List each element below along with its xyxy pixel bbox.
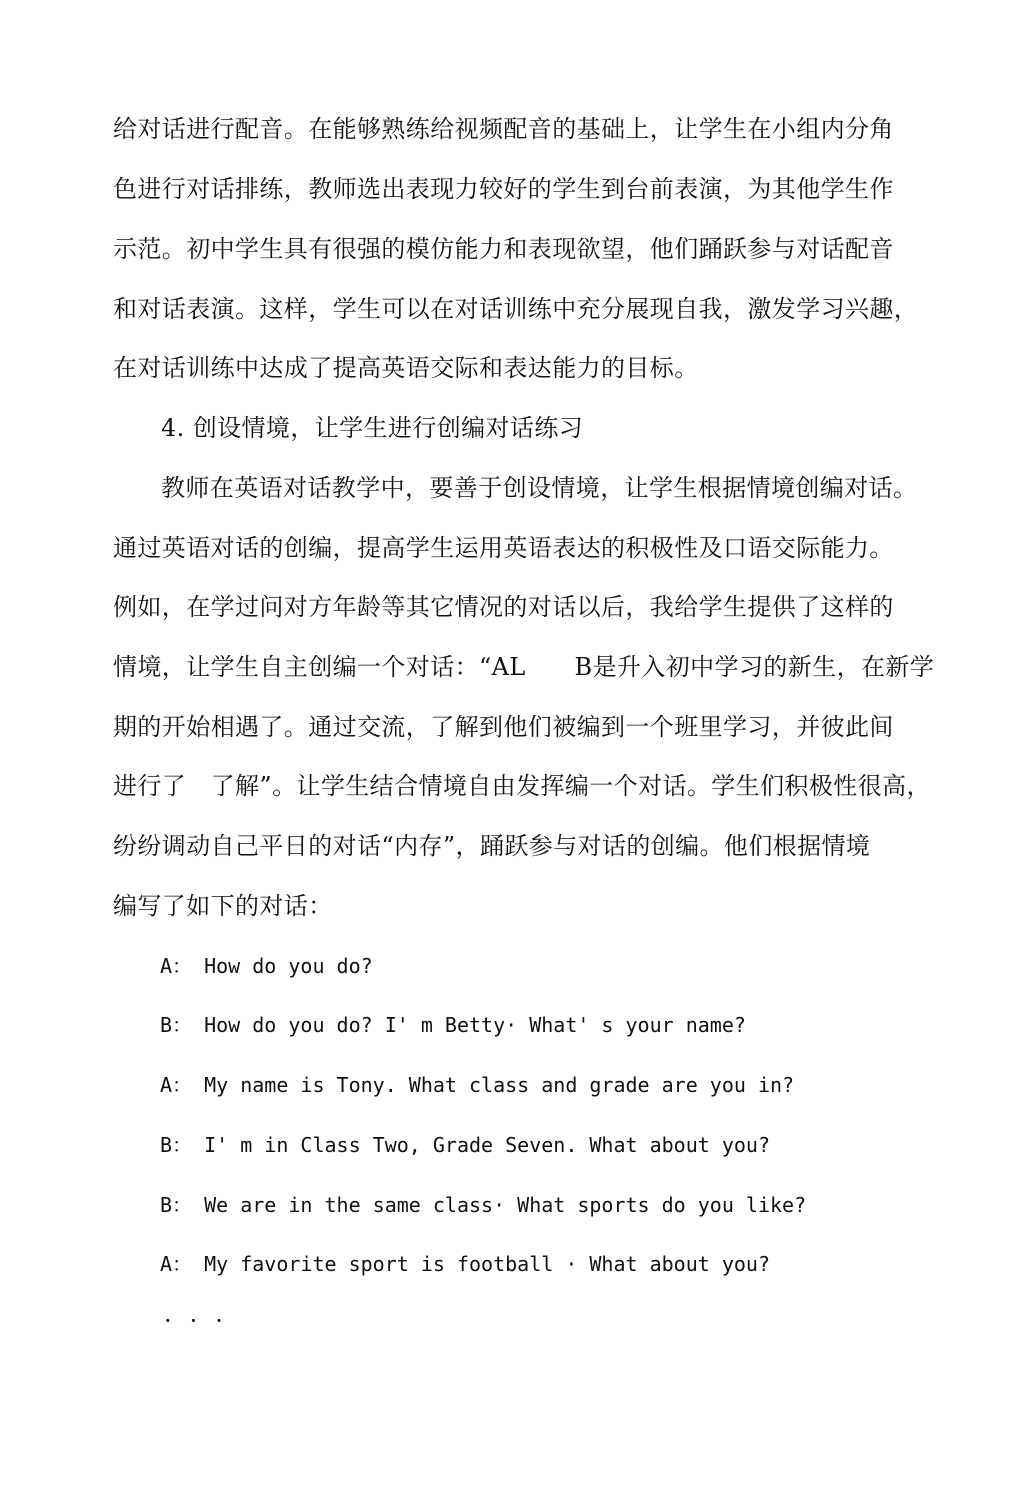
paragraph-line: 进行了 了解”。让学生结合情境自由发挥编一个对话。学生们积极性很高， xyxy=(113,772,931,800)
paragraph-line: 教师在英语对话教学中，要善于创设情境，让学生根据情境创编对话。 xyxy=(161,474,918,502)
paragraph-line: 期的开始相遇了。通过交流，了解到他们被编到一个班里学习，并彼此间 xyxy=(113,713,894,741)
dialogue-line: B： I' m in Class Two, Grade Seven. What about you? xyxy=(160,1133,771,1157)
dialogue-line: A： My name is Tony. What class and grade are you in? xyxy=(160,1073,795,1097)
paragraph-line: 通过英语对话的创编，提高学生运用英语表达的积极性及口语交际能力。 xyxy=(113,534,894,562)
section-heading: 4. 创设情境，让学生进行创编对话练习 xyxy=(161,414,584,442)
paragraph-line: 示范。初中学生具有很强的模仿能力和表现欲望，他们踊跃参与对话配音 xyxy=(113,235,894,263)
paragraph-line: 和对话表演。这样，学生可以在对话训练中充分展现自我，激发学习兴趣， xyxy=(113,295,919,323)
paragraph-line: 色进行对话排练，教师选出表现力较好的学生到台前表演，为其他学生作 xyxy=(113,175,894,203)
dialogue-line: B： We are in the same class· What sports do you like? xyxy=(160,1193,807,1217)
dialogue-line: B： How do you do? I' m Betty· What' s your name? xyxy=(160,1013,746,1037)
paragraph-line: 例如，在学过问对方年龄等其它情况的对话以后，我给学生提供了这样的 xyxy=(113,593,894,621)
paragraph-line: 纷纷调动自己平日的对话“内存”，踊跃参与对话的创编。他们根据情境 xyxy=(113,832,871,860)
ellipsis: ··· xyxy=(164,1307,241,1335)
paragraph-line: 在对话训练中达成了提高英语交际和表达能力的目标。 xyxy=(113,354,699,382)
paragraph-line: 给对话进行配音。在能够熟练给视频配音的基础上，让学生在小组内分角 xyxy=(113,115,894,143)
paragraph-line: 情境，让学生自主创编一个对话：“AL B是升入初中学习的新生，在新学 xyxy=(113,653,935,681)
paragraph-line: 编写了如下的对话： xyxy=(113,892,333,920)
dialogue-line: A： My favorite sport is football · What about you? xyxy=(160,1252,771,1276)
dialogue-line: A： How do you do? xyxy=(160,954,373,978)
